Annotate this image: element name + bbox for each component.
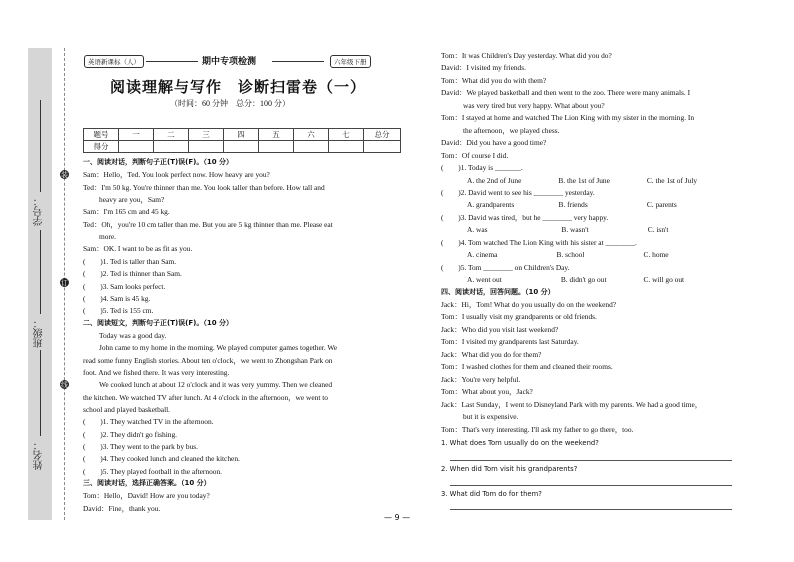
score-cell[interactable] — [154, 141, 189, 153]
answer-line-1[interactable] — [450, 460, 732, 461]
text-line: ( )3. They went to the park by bus. — [83, 442, 199, 452]
score-cell[interactable] — [294, 141, 329, 153]
text-line: Tom：That's very interesting. I'll ask my father to go there，too. — [441, 424, 634, 434]
question-3: 3. What did Tom do for them? — [441, 490, 542, 498]
text-line: A. the 2nd of June B. the 1st of June C. the 1st of July — [467, 175, 698, 185]
text-line: David：Did you have a good time? — [441, 138, 547, 148]
text-line: more. — [99, 232, 117, 242]
text-line: Tom：What did you do with them? — [441, 75, 547, 85]
text-line: Sam：OK. I want to be as fit as you. — [83, 244, 193, 254]
score-header-cell: 题号 — [84, 129, 119, 141]
text-line: ( )2. David went to see his ________ yesterday. — [441, 187, 595, 197]
text-line: ( )1. Ted is taller than Sam. — [83, 256, 177, 266]
text-line: Sam：I'm 165 cm and 45 kg. — [83, 207, 170, 217]
text-line: Tom：I washed clothes for them and cleaned their rooms. — [441, 362, 613, 372]
section-heading: 一、阅读对话，判断句子正(T)误(F)。（10 分） — [83, 158, 234, 166]
text-line: ( )2. Ted is thinner than Sam. — [83, 269, 182, 279]
student-id-label: 学号： — [34, 196, 45, 226]
text-line: Tom：What about you，Jack? — [441, 387, 533, 397]
text-line: the afternoon，we played chess. — [463, 125, 560, 135]
text-line: Tom：I visited my grandparents last Saturday. — [441, 337, 579, 347]
edition-badge: 英语新课标（人） — [84, 55, 144, 68]
text-line: Jack：Last Sunday，I went to Disneyland Park with my parents. We had a good time， — [441, 399, 703, 409]
answer-line-3[interactable] — [450, 509, 732, 510]
score-cell[interactable] — [364, 141, 401, 153]
text-line: the kitchen. We watched TV after lunch. At 4 o'clock in the afternoon，we went to — [83, 392, 328, 402]
score-cell[interactable] — [259, 141, 294, 153]
score-table-header — [84, 129, 401, 141]
score-header-cell: 一 — [119, 129, 154, 141]
text-line: ( )4. Tom watched The Lion King with his sister at ________. — [441, 237, 637, 247]
grade-badge: 六年级下册 — [330, 55, 371, 68]
text-line: Jack：What did you do for them? — [441, 349, 542, 359]
binder-mark: 装 — [61, 171, 68, 179]
binder-mark: 订 — [61, 279, 68, 287]
page-title: 阅读理解与写作 诊断扫雷卷（一） — [110, 78, 367, 96]
text-line: ( )1. They watched TV in the afternoon. — [83, 417, 214, 427]
score-cell[interactable] — [119, 141, 154, 153]
text-line: Tom：Of course I did. — [441, 150, 509, 160]
score-cell[interactable] — [189, 141, 224, 153]
text-line: read some funny English stories. About ten o'clock，we went to Zhongshan Park on — [83, 355, 333, 365]
score-header-cell: 总分 — [364, 129, 401, 141]
score-header-cell: 二 — [154, 129, 189, 141]
student-id-line[interactable] — [40, 100, 41, 192]
text-line: Today was a good day. — [99, 330, 167, 340]
score-table — [83, 128, 401, 153]
score-header-cell: 四 — [224, 129, 259, 141]
text-line: Ted：I'm 50 kg. You're thinner than me. You look taller than before. How tall and — [83, 182, 325, 192]
header-rule — [272, 61, 324, 62]
score-table-row — [84, 141, 401, 153]
score-header-cell: 三 — [189, 129, 224, 141]
section-heading: 二、阅读短文，判断句子正(T)误(F)。（10 分） — [83, 318, 234, 327]
class-line[interactable] — [40, 230, 41, 314]
score-header-cell: 七 — [329, 129, 364, 141]
text-line: ( )1. Today is _______. — [441, 163, 523, 173]
text-line: foot. And we fished there. It was very interesting. — [83, 367, 230, 377]
text-line: Ted：Oh，you're 10 cm taller than me. But you are 5 kg thinner than me. Please eat — [83, 219, 333, 229]
exam-type: 期中专项检测 — [202, 57, 257, 67]
text-line: A. grandparents B. friends C. parents — [467, 200, 677, 210]
text-line: heavy are you，Sam? — [99, 195, 165, 205]
text-line: Sam：Hello，Ted. You look perfect now. How heavy are you? — [83, 170, 270, 180]
text-line: ( )5. They played football in the afternoon. — [83, 466, 223, 476]
text-line: ( )4. They cooked lunch and cleaned the kitchen. — [83, 454, 240, 464]
text-line: but it is expensive. — [463, 412, 519, 422]
name-label: 姓名： — [34, 440, 45, 470]
text-line: David：We played basketball and then went to the zoo. There were many animals. I — [441, 88, 691, 98]
text-line: A. was B. wasn't C. isn't — [467, 225, 669, 235]
text-line: Jack：Who did you visit last weekend? — [441, 324, 559, 334]
text-line: Tom：I stayed at home and watched The Lion King with my sister in the morning. In — [441, 113, 695, 123]
section-heading: 四、阅读对话，回答问题。（10 分） — [441, 287, 555, 296]
text-line: ( )4. Sam is 45 kg. — [83, 293, 151, 303]
score-cell[interactable] — [329, 141, 364, 153]
text-line: David：Fine，thank you. — [83, 503, 161, 513]
text-line: ( )5. Ted is 155 cm. — [83, 306, 154, 316]
text-line: school and played basketball. — [83, 405, 171, 414]
text-line: Tom：I usually visit my grandparents or old friends. — [441, 312, 597, 322]
answer-line-2[interactable] — [450, 485, 732, 486]
name-line[interactable] — [40, 350, 41, 436]
text-line: ( )2. They didn't go fishing. — [83, 429, 177, 439]
text-line: Tom：Hello，David! How are you today? — [83, 491, 210, 501]
text-line: A. went out B. didn't go out C. will go out — [467, 275, 685, 285]
score-header-cell: 五 — [259, 129, 294, 141]
text-line: ( )5. Tom ________ on Children's Day. — [441, 262, 570, 272]
score-row-label: 得分 — [84, 141, 119, 153]
score-header-cell: 六 — [294, 129, 329, 141]
text-line: Jack：Hi，Tom! What do you usually do on the weekend? — [441, 300, 617, 309]
class-label: 班级： — [34, 318, 45, 348]
section-heading: 三、阅读对话，选择正确答案。（10 分） — [83, 479, 211, 488]
binder-mark: 线 — [61, 381, 68, 389]
score-cell[interactable] — [224, 141, 259, 153]
header-rule — [146, 61, 198, 62]
page-number: — 9 — — [384, 513, 411, 522]
question-1: 1. What does Tom usually do on the weekend? — [441, 439, 599, 447]
text-line: We cooked lunch at about 12 o'clock and it was very yummy. Then we cleaned — [99, 380, 333, 390]
text-line: John came to my home in the morning. We played computer games together. We — [99, 343, 338, 353]
text-line: ( )3. Sam looks perfect. — [83, 281, 166, 291]
text-line: David：I visited my friends. — [441, 63, 526, 73]
text-line: Tom：It was Children's Day yesterday. What did you do? — [441, 51, 612, 60]
question-2: 2. When did Tom visit his grandparents? — [441, 465, 578, 473]
text-line: ( )3. David was tired，but he ________ very happy. — [441, 212, 609, 222]
text-line: Jack：You're very helpful. — [441, 374, 521, 384]
text-line: was very tired but very happy. What about you? — [463, 100, 605, 110]
page-subtitle: （时间：60 分钟 总分：100 分） — [170, 99, 290, 108]
text-line: A. cinema B. school C. home — [467, 250, 669, 260]
